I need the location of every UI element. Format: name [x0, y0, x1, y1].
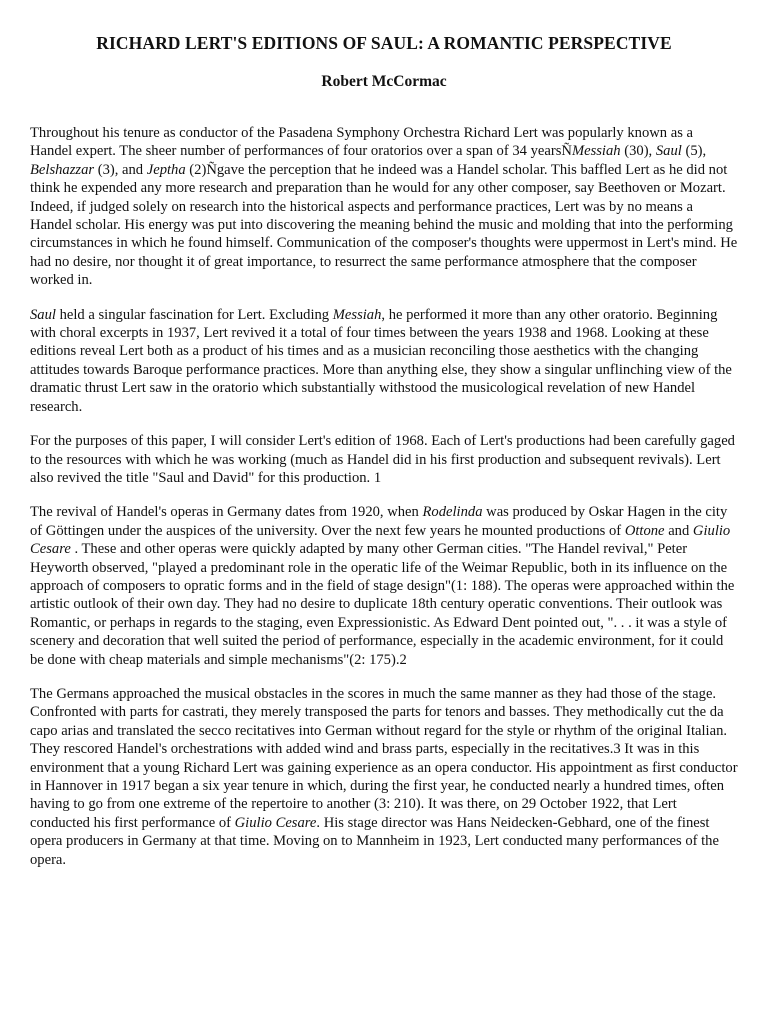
- paragraph-text: was produced by Oskar Hagen in the city of Göttingen under the auspices of the university. Over the next few years he mounted productions of: [30, 504, 728, 539]
- paragraph-text: (3), and: [94, 161, 147, 178]
- paragraph-text: (2)Ñgave the perception that he indeed was a Handel scholar. This baffled Lert as he did not think he expended any more research and preparation than he would for any other composer, say Beethoven or Mozart. Indeed, if judged solely on research into the historical aspects and performance practices, Lert was by no means a Handel scholar. His energy was put into discovering the meaning behind the music and molding that into the performing circumstances in which he found himself. Communication of the composer's thoughts were uppermost in Lert's mind. He had no desire, nor thought it of great importance, to resurrect the same performance atmosphere that the composer worked in.: [30, 161, 738, 289]
- paragraph: [30, 503, 738, 669]
- italic-title-text: Rodelinda: [422, 504, 483, 521]
- author-name: Robert McCormac: [321, 73, 447, 90]
- paragraph-text: Throughout his tenure as conductor of the Pasadena Symphony Orchestra Richard Lert was popularly known as a Handel expert. The sheer number of performances of four oratorios over a span of 34 yearsÑ: [30, 125, 694, 160]
- article-body: [30, 124, 738, 869]
- paragraph: [30, 685, 738, 869]
- italic-title-text: Giulio Cesare: [30, 522, 731, 558]
- italic-title-text: Ottone: [624, 522, 665, 539]
- italic-title-text: Saul: [655, 143, 682, 160]
- paragraph-text: , he performed it more than any other oratorio. Beginning with choral excerpts in 1937, Lert revived it a total of four times between the years 1938 and 1968. Looking at these editions reveal Lert both as a product of his times and as a musician reconciling those aesthetics with the changing attitudes towards Baroque performance practices. More than anything else, they show a singular unflinching view of the dramatic thrust Lert saw in the oratorio which substantially withstood the musicological revelation of new Handel research.: [30, 306, 732, 415]
- paragraph-text: held a singular fascination for Lert. Excluding: [55, 306, 333, 323]
- italic-title-text: Jeptha: [146, 161, 186, 178]
- italic-title-text: Messiah: [571, 143, 621, 160]
- paragraph-text: The Germans approached the musical obstacles in the scores in much the same manner as they had those of the stage. Confronted with parts for castrati, they merely transposed the parts for tenors and basses. They methodically cut the da capo arias and translated the secco recitatives into German without regard for the style or rhythm of the original Italian. They rescored Handel's orchestrations with added wind and brass parts, especially in the recitatives.3 It was in this environment that a young Richard Lert was gaining experience as an opera conductor. His appointment as first conductor in Hannover in 1917 began a six year tenure in which, during the first year, he conducted nearly a hundred times, often having to go from one extreme of the repertoire to another (3: 210). It was there, on 29 October 1922, that Lert conducted his first performance of: [30, 685, 738, 831]
- paragraph-text: and: [664, 522, 693, 539]
- italic-title-text: Giulio Cesare: [234, 814, 317, 831]
- page-title: RICHARD LERT'S EDITIONS OF SAUL: A ROMANTIC PERSPECTIVE: [96, 33, 672, 53]
- paragraph: [30, 124, 738, 290]
- paragraph: [30, 306, 738, 416]
- paragraph-text: For the purposes of this paper, I will consider Lert's edition of 1968. Each of Lert's productions had been carefully gaged to the resources with which he was working (much as Handel did in his first production and subsequent revivals). Lert also revived the title "Saul and David" for this production. 1: [30, 433, 735, 486]
- paragraph-text: (5),: [681, 143, 707, 160]
- italic-title-text: Messiah: [332, 306, 382, 323]
- paragraph-text: . His stage director was Hans Neidecken-Gebhard, one of the finest opera producers in Germany at that time. Moving on to Mannheim in 1923, Lert conducted many performances of the opera.: [30, 814, 719, 868]
- paragraph-text: The revival of Handel's operas in Germany dates from 1920, when: [30, 504, 423, 521]
- paragraph-text: (30),: [620, 143, 656, 160]
- italic-title-text: Saul: [30, 306, 56, 323]
- paragraph-text: . These and other operas were quickly adapted by many other German cities. "The Handel revival," Peter Heyworth observed, "played a predominant role in the operatic life of the Weimar Republic, both in its influence on the approach of composers to opratic forms and in the field of stage design"(1: 188). The operas were approached within the artistic outlook of their own day. They had no desire to duplicate 18th century operatic conventions. Their outlook was Romantic, or perhaps in regards to the staging, even Expressionistic. As Edward Dent pointed out, ". . . it was a style of scenery and decoration that well suited the period of performance, especially in the academic environment, for it could be done with cheap materials and simple mechanisms"(2: 175).2: [30, 541, 735, 668]
- italic-title-text: Belshazzar: [30, 161, 95, 178]
- paragraph: [30, 432, 738, 487]
